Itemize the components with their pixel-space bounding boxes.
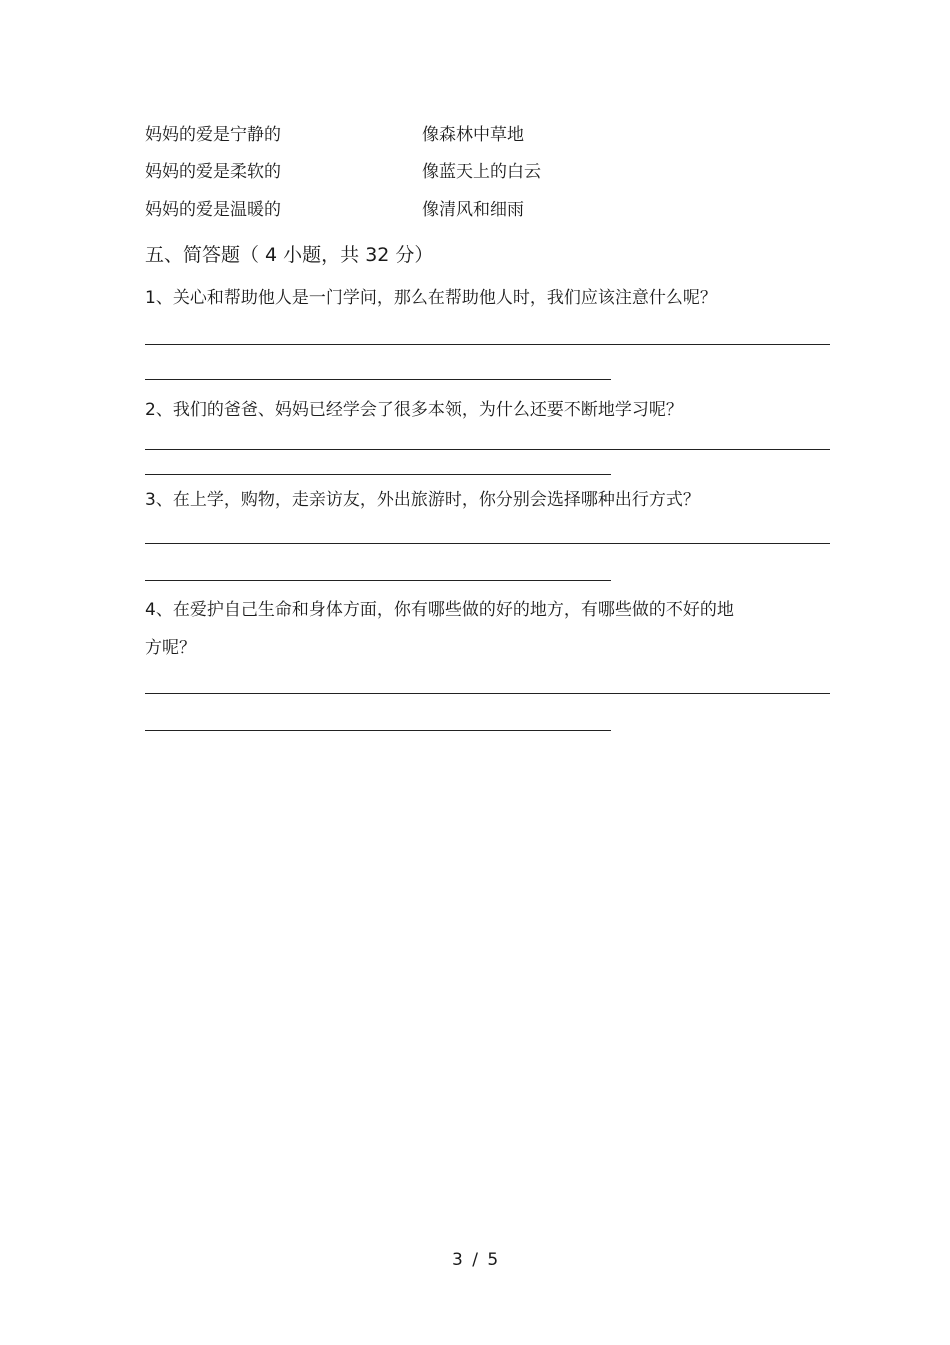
answer-line-3b[interactable] (145, 580, 611, 581)
answer-line-1a[interactable] (145, 344, 830, 345)
matching-right-1: 像森林中草地 (422, 125, 524, 145)
page-number: 3 / 5 (452, 1250, 501, 1270)
question-3: 3、在上学，购物，走亲访友，外出旅游时，你分别会选择哪种出行方式？ (145, 490, 700, 510)
matching-left-1: 妈妈的爱是宁静的 (145, 125, 281, 145)
answer-line-4b[interactable] (145, 730, 611, 731)
question-2: 2、我们的爸爸、妈妈已经学会了很多本领，为什么还要不断地学习呢？ (145, 400, 683, 420)
matching-left-3: 妈妈的爱是温暖的 (145, 200, 281, 220)
question-1: 1、关心和帮助他人是一门学问，那么在帮助他人时，我们应该注意什么呢？ (145, 288, 717, 308)
question-4-line-2: 方呢？ (145, 638, 196, 658)
answer-line-2a[interactable] (145, 449, 830, 450)
matching-right-3: 像清风和细雨 (422, 200, 524, 220)
matching-right-2: 像蓝天上的白云 (422, 162, 541, 182)
answer-line-2b[interactable] (145, 474, 611, 475)
answer-line-3a[interactable] (145, 543, 830, 544)
section-heading: 五、简答题（ 4 小题，共 32 分） (145, 244, 434, 266)
matching-left-2: 妈妈的爱是柔软的 (145, 162, 281, 182)
answer-line-1b[interactable] (145, 379, 611, 380)
answer-line-4a[interactable] (145, 693, 830, 694)
question-4-line-1: 4、在爱护自己生命和身体方面，你有哪些做的好的地方，有哪些做的不好的地 (145, 600, 734, 620)
